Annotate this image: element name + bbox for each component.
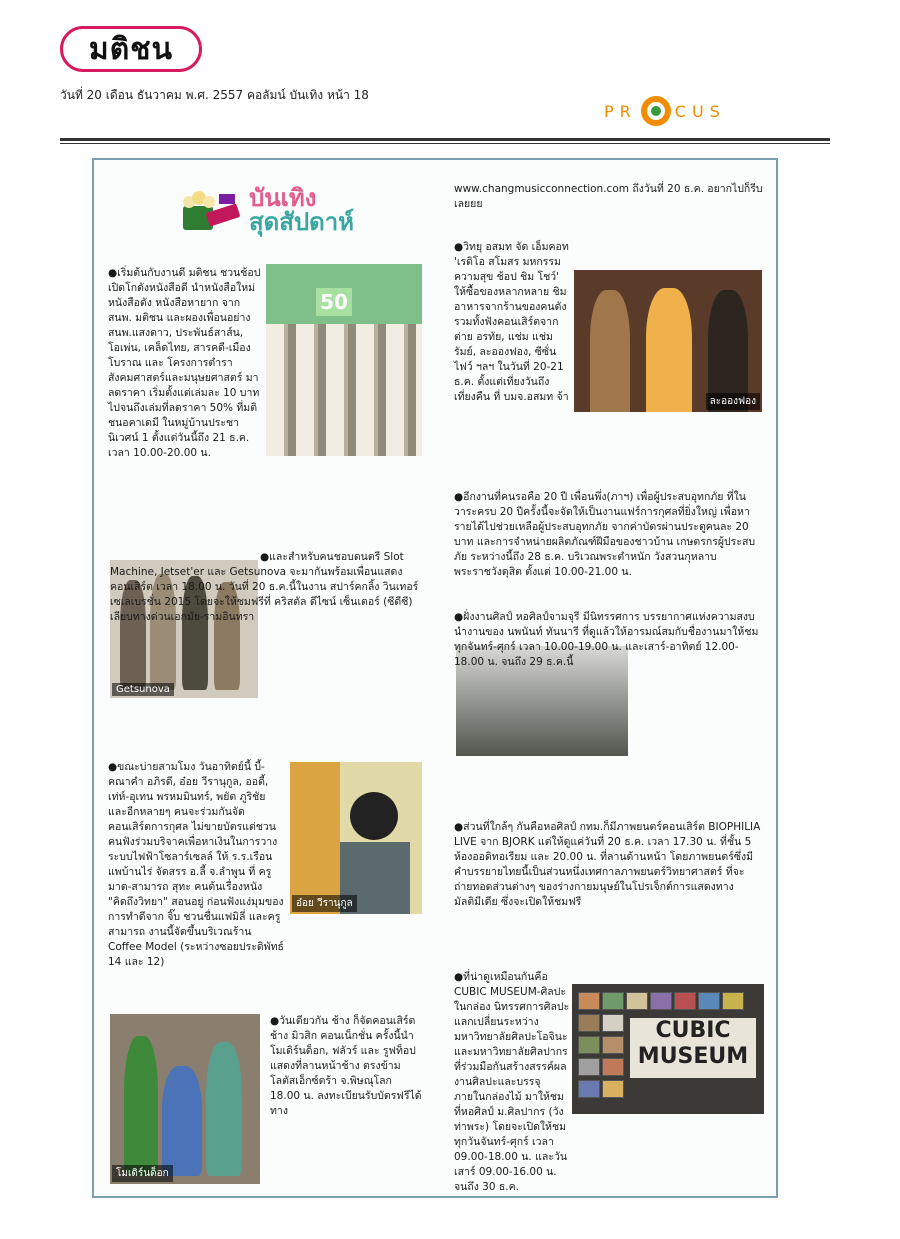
popcorn-film-icon <box>179 188 241 232</box>
right-p1-text: www.changmusicconnection.com ถึงวันที่ 20 ธ.ค. อยากไปก็รีบเลยยย <box>454 183 763 210</box>
right-col-p6 <box>454 970 570 1193</box>
laongfong-caption: ละอองฟอง <box>706 393 760 410</box>
pr-logo-right-text: CUS <box>674 101 726 121</box>
pr-logo-left-text: PR <box>604 101 637 121</box>
discount-sign: 50 <box>316 288 352 316</box>
section-title-line1: บันเทิง <box>249 184 317 212</box>
right-col-p4 <box>454 610 764 778</box>
cubic-museum-sign <box>630 1018 756 1078</box>
left-p2-text: ●และสำหรับคนชอบดนตรี Slot Machine, Jetset'er และ Getsunova จะมากันพร้อมเพื่อนแสดงคอนเสิร์ต เวลา 18.00 น. วันที่ 20 ธ.ค.นี้ในงาน สปาร์คกลิ้ง วินเทอร์ เซเลเบรชั่น 2015 โดยจะให้ชมฟรีที่ คริสตัล ดีไซน์ เซ็นเตอร์ (ซีดีซี) เลียบทางด่วนเอกมัย-รามอินทรา <box>110 551 419 623</box>
header-rule-thin <box>60 143 830 144</box>
cubic-label-2: MUSEUM <box>637 1044 749 1069</box>
right-p5-text: ●ส่วนที่ใกล้ๆ กันคือหอศิลป์ กทม.ก็มีภาพยนตร์คอนเสิร์ต BIOPHILIA LIVE จาก BJORK แต่ให้ดูแค่วันที่ 20 ธ.ค. เวลา 17.30 น. ที่ชั้น 5 ห้องออดิทอเรียม และ 20.00 น. ที่ลานด้านหน้า โดยภาพยนตร์ซึ่งมีคำบรรยายไทยนี้เป็นส่วนหนึ่งเทศกาลภาพยนตร์วิทยาศาสตร์ ที่จะถ่ายทอดส่วนต่างๆ ของร่างกายมนุษย์ในโปรเจ็กต์การแสดงทางมัลติมีเดีย ซึ่งจะเปิดให้ชมฟรี <box>454 821 761 908</box>
dateline: วันที่ 20 เดือน ธันวาคม พ.ศ. 2557 คอลัมน์ บันเทิง หน้า 18 <box>60 88 369 102</box>
left-col-p3 <box>108 760 284 992</box>
left-p3-text: ●ขณะบ่ายสามโมง วันอาทิตย์นี้ บี้-คณาคำ อภิรดี, อ๋อย วีรานุกูล, ออดี้, เท่ห์-อุเทน พรหมมินทร์, พยัต ภูริชัย และอีกหลายๆ คนจะร่วมกันจัดคอนเสิร์ตการกุศล ไม่ขายบัตรแต่ชวนคนฟังร่วมบริจาคเพื่อหาเงินในการวางระบบไฟฟ้าโซลาร์เซลล์ ให้ ร.ร.เรือนแพบ้านไร่ จัดสรร อ.ลี้ จ.ลำพูน ที่ ครูมาด-สามารถ สุทะ คนต้นเรื่องหนัง "คิดถึงวิทยา" สอนอยู่ ก่อนฟังแง่มุมของการทำดีจาก จิ๊บ ชวนชื่นแฟมิลี่ และครูสามารถ งานนี้จัดขึ้นบริเวณร้าน Coffee Model (ระหว่างซอยประดิพัทธ์ 14 และ 12) <box>108 761 284 968</box>
right-p6-text: ●ที่น่าดูเหมือนกันคือ CUBIC MUSEUM-ศิลปะในกล่อง นิทรรศการศิลปะแลกเปลี่ยนระหว่างมหาวิทยาลัยศิลปะโอจินะและมหาวิทยาลัยศิลปากร ที่ร่วมมือกันสร้างสรรค์ผลงานศิลปะและบรรจุภายในกล่องไม้ มาให้ชมที่หอศิลป์ ม.ศิลปากร (วังท่าพระ) โดยจะเปิดให้ชมทุกวันจันทร์-ศุกร์ เวลา 09.00-18.00 น. และวันเสาร์ 09.00-16.00 น. จนถึง 30 ธ.ค. <box>454 971 570 1193</box>
right-p2-text: ●วิทยุ อสมท จัด เอ็มคอท 'เรดิโอ สโมสร มหกรรมความสุข ช้อป ชิม โชว์' ให้ซื้อของหลากหลาย ชิมอาหารจากร้านของคนดัง รวมทั้งฟังคอนเสิร์ตจาก ต่าย อรทัย, แช่ม แช่มรัมย์, ละอองฟอง, ซีซั่น ไฟว์ ฯลฯ ในวันที่ 20-21 ธ.ค. ตั้งแต่เที่ยงวันถึงเที่ยงคืน ที่ บมจ.อสมท จ้า <box>454 241 569 403</box>
getsunova-caption: Getsunova <box>112 683 174 696</box>
header-rule <box>60 138 830 141</box>
right-p4-text: ●ฝั่งงานศิลป์ หอศิลป์จามจุรี มีนิทรรศการ บรรยากาศแห่งความสงบ นำงานของ นพนันท์ ทันนารี ที่ดูแล้วให้อารมณ์สมกับชื่องานมาให้ชม ทุกจันทร์-ศุกร์ เวลา 10.00-19.00 น. และเสาร์-อาทิตย์ 12.00-18.00 น. จนถึง 29 ธ.ค.นี้ <box>454 611 759 668</box>
left-col-p4 <box>270 1014 422 1190</box>
cubic-museum-photo <box>572 984 764 1114</box>
section-title <box>179 180 369 240</box>
right-col-p2 <box>454 240 570 430</box>
left-col-p2 <box>110 550 422 730</box>
right-p3-text: ●อีกงานที่คนรอคือ 20 ปี เพื่อนพึ่ง(ภาฯ) เพื่อผู้ประสบอุทกภัย ที่ในวาระครบ 20 ปีครั้งนี้จะจัดให้เป็นงานแฟร์การกุศลที่ยิ่งใหญ่ เพื่อหารายได้ไปช่วยเหลือผู้ประสบอุทกภัย จากค่าบัตรผ่านประตูคนละ 20 บาท และการจำหน่ายผลิตภัณฑ์ฝีมือของชาวบ้าน เกษตรกรผู้ประสบภัย ระหว่างนี้ถึง 28 ธ.ค. บริเวณพระตำหนัก วังสวนกุหลาบ พระราชวังดุสิต ตั้งแต่ 10.00-21.00 น. <box>454 491 756 578</box>
moderndog-caption: โมเดิร์นด็อก <box>112 1165 173 1182</box>
article-frame <box>92 158 778 1198</box>
masthead-text: มติชน <box>88 31 174 67</box>
clipping-header <box>0 0 900 150</box>
right-col-p1 <box>454 182 764 214</box>
left-col-p1 <box>108 266 263 498</box>
left-p4-text: ●วันเดียวกัน ช้าง ก็จัดคอนเสิร์ต ช้าง มิวสิก คอนเน็กชั่น ครั้งนี้นำ โมเดิร์นด็อก, ฟลัวร์ และ รูฟท็อป แสดงที่ลานหน้าช้าง ตรงข้ามโลตัสเอ็กซ์ตร้า จ.พิษณุโลก 18.00 น. ลงทะเบียนรับบัตรฟรีได้ทาง <box>270 1015 422 1117</box>
cubic-label-1: CUBIC <box>655 1018 731 1043</box>
laongfong-photo <box>574 270 762 412</box>
section-title-text <box>249 186 354 234</box>
oy-photo <box>290 762 422 914</box>
target-icon <box>641 96 671 126</box>
prfocus-logo <box>604 94 726 128</box>
oy-caption: อ๋อย วีรานุกูล <box>292 895 357 912</box>
left-p1-text: ●เริ่มต้นกับงานดี มติชน ชวนช้อปเปิดโกดังหนังสือดี นำหนังสือใหม่ หนังสือดัง หนังสือหายาก จาก สนพ. มติชน และผองเพื่อนอย่าง สนพ.แสงดาว, ประพันธ์สาส์น, โอเพ่น, เคล็ดไทย, สารคดี-เมืองโบราณ และ โครงการตำราสังคมศาสตร์และมนุษยศาสตร์ มาลดราคา เริ่มตั้งแต่เล่มละ 10 บาท ไปจนถึงเล่มที่ลดราคา 50% ที่มติชนอคาเดมี ในหมู่บ้านประชานิเวศน์ 1 ตั้งแต่วันนี้ถึง 21 ธ.ค. เวลา 10.00-20.00 น. <box>108 267 261 459</box>
section-title-line2: สุดสัปดาห์ <box>249 208 354 236</box>
matichon-logo <box>60 26 202 72</box>
right-col-p5 <box>454 820 764 930</box>
book-fair-photo <box>266 264 422 456</box>
moderndog-photo <box>110 1014 260 1184</box>
left-col-p1-cont <box>108 498 422 542</box>
right-col-p3 <box>454 490 764 600</box>
